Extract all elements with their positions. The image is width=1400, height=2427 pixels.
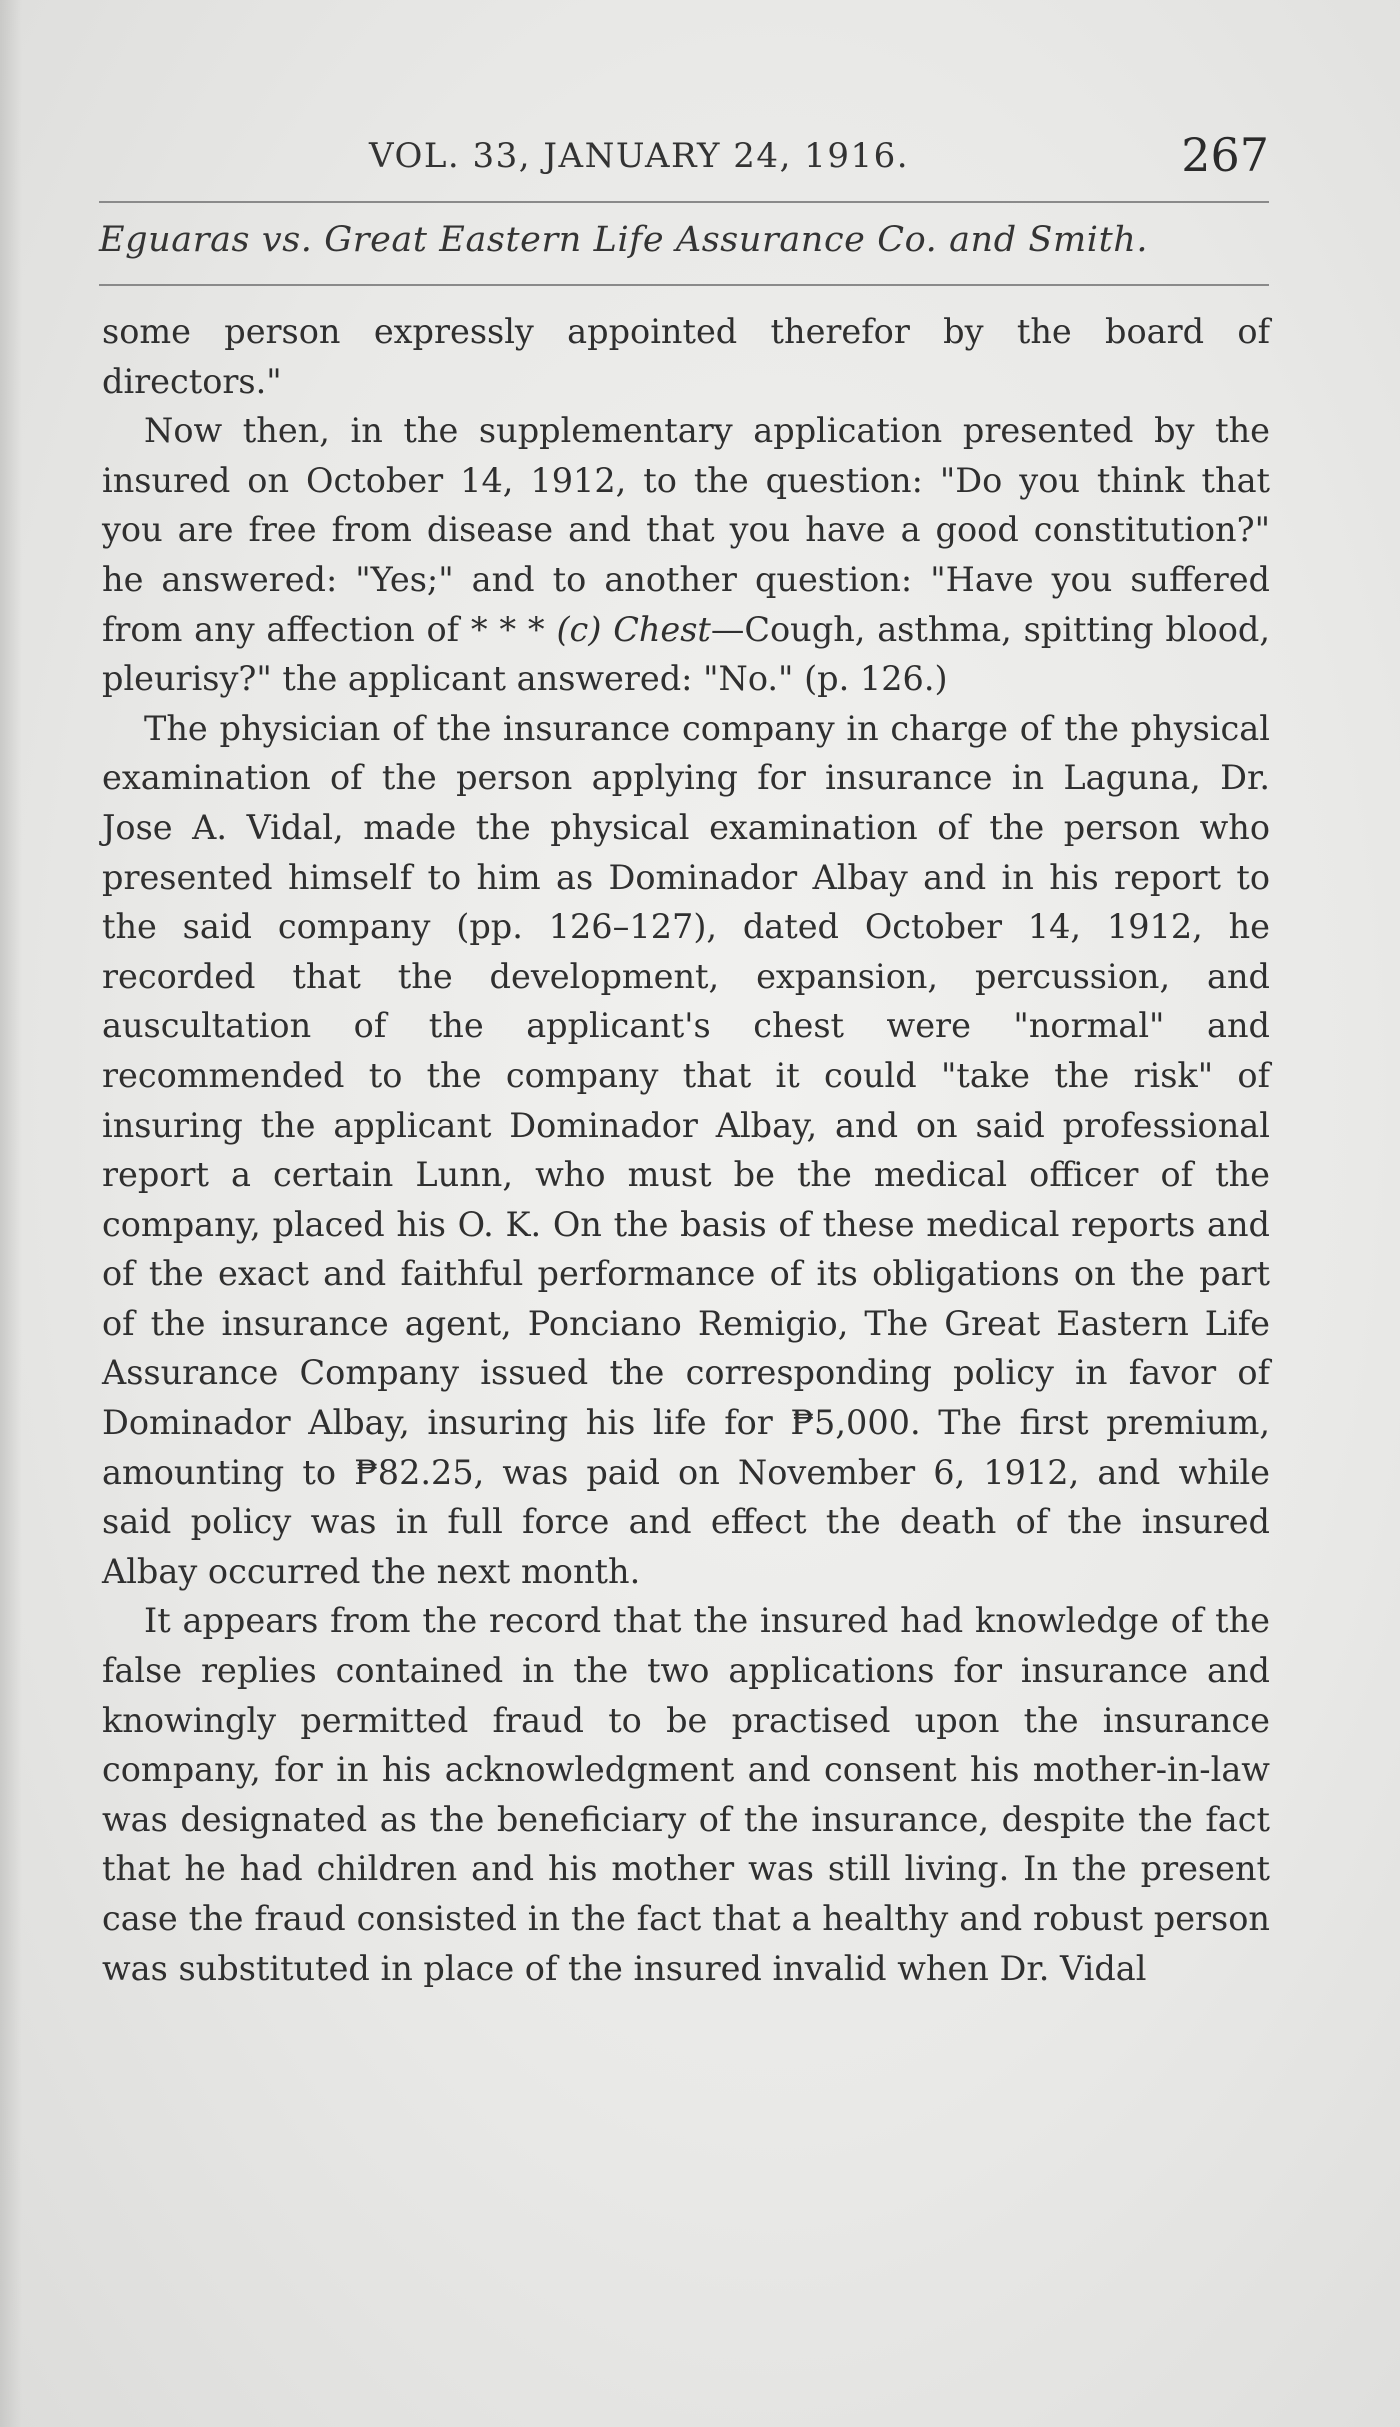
paragraph-1: some person expressly appointed therefor by the board of directors." <box>102 312 1270 401</box>
paragraph-3: The physician of the insurance company in charge of the physical examination of the person applying for insurance in Laguna, Dr. Jose A. Vidal, made the physical examination of the person who presented himself to him as Dominador Albay and in his report to the said company (pp. 126–127), dated October 14, 1912, he recorded that the development, expansion, percussion, and auscultation of the applicant's chest were "normal" and recommended to the company that it could "take the risk" of insuring the applicant Dominador Albay, and on said professional report a certain Lunn, who must be the medical officer of the company, placed his O. K. On the basis of these medical reports and of the exact and faithful performance of its obligations on the part of the insurance agent, Ponciano Remigio, The Great Eastern Life Assurance Company issued the corresponding policy in favor of Dominador Albay, insuring his life for ₱5,000. The first premium, amounting to ₱82.25, was paid on November 6, 1912, and while said policy was in full force and effect the death of the insured Albay occurred the next month. <box>102 708 1270 1591</box>
page-header <box>99 128 1269 188</box>
header-rule-top <box>99 201 1269 203</box>
paragraph-2-chest: Chest <box>613 609 711 649</box>
page-edge-shadow <box>0 0 22 2427</box>
paragraph-2 <box>102 406 1270 704</box>
paragraph-4: It appears from the record that the insured had knowledge of the false replies contained in the two applications for insurance and knowingly permitted fraud to be practised upon the insurance company, for in his acknowledgment and consent his mother-in-law was designated as the beneficiary of the insurance, despite the fact that he had children and his mother was still living. In the present case the fraud consisted in the fact that a healthy and robust person was substituted in place of the insured invalid when Dr. Vidal <box>102 1601 1270 1988</box>
case-title: Eguaras vs. Great Eastern Life Assurance Co. and Smith. <box>99 220 1149 260</box>
running-head: VOL. 33, JANUARY 24, 1916. <box>369 136 910 176</box>
body-text <box>102 307 1270 1993</box>
header-rule-bottom <box>99 284 1269 286</box>
paragraph-2-item-c: (c) <box>556 609 602 649</box>
page-number: 267 <box>1181 128 1269 182</box>
paragraph-2-tail: —Cough, asthma, spitting blood, pleurisy?" the applicant answered: "No." (p. 126.) <box>102 609 1270 699</box>
paragraph-2-text: Now then, in the supplementary application presented by the insured on October 14, 1912, to the question: "Do you think that you are free from disease and that you have a good constitution?" he answered: "Yes;" and to another question: "Have you suffered from any affection of * * * <box>102 411 1270 649</box>
